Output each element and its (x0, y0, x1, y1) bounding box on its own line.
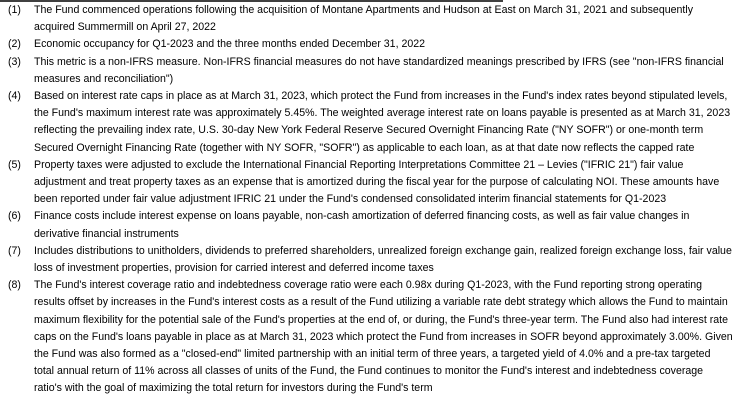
footnote-marker: (2) (8, 38, 21, 51)
footnote-text: Finance costs include interest expense on loans payable, non-cash amortization of deferred financing costs, as well as fair value changes in derivative financial instruments (34, 210, 690, 240)
footnote-marker: (7) (8, 244, 21, 257)
footnote-text: This metric is a non-IFRS measure. Non-IFRS financial measures do not have standardized meanings prescribed by IFRS (see "non-IFRS financial measures and reconciliation") (34, 55, 724, 85)
footnote-item (8, 157, 733, 209)
footnote-text: The Fund's interest coverage ratio and indebtedness coverage ratio were each 0.98x during Q1-2023, with the Fund reporting strong operating results offset by increases in the Fund's interest costs as a result of the Fund utilizing a variable rate debt strategy which allows the Fund to maintain maximum flexibility for the potential sale of the Fund's properties at the end of, or during, the Fund's three-year term. The Fund also had interest rate caps on the Fund's loans payable in place as at March 31, 2023 which protect the Fund from increases in SOFR beyond approximately 3.00%. Given the Fund was also formed as a "closed-end" limited partnership with an initial term of three years, a targeted yield of 4.0% and a pre-tax targeted total annual return of 11% across all classes of units of the Fund, the Fund continues to monitor the Fund's interest and indebtedness coverage ratio's with the goal of maximizing the total return for investors during the Fund's term (34, 279, 733, 395)
top-divider (0, 0, 503, 2)
footnote-text: Includes distributions to unitholders, dividends to preferred shareholders, unrealized foreign exchange gain, realized foreign exchange loss, fair value loss of investment properties, provision for carried interest and deferred income taxes (34, 244, 732, 275)
footnote-item (8, 88, 733, 157)
footnote-text: Property taxes were adjusted to exclude the International Financial Reporting Interpretations Committee 21 – Levies ("IFRIC 21") fair value adjustment and treat property taxes as an expense that is amortized during the fiscal year for the purpose of calculating NOI. These amounts have been reported under fair value adjustment IFRIC 21 under the Fund's condensed consolidated interim financial statements for Q1-2023 (34, 158, 720, 206)
footnote-item (8, 277, 733, 397)
footnote-marker: (4) (8, 90, 21, 103)
footnote-marker: (3) (8, 55, 21, 68)
footnote-item (8, 54, 733, 88)
footnote-marker: (8) (8, 279, 21, 292)
footnote-text: Economic occupancy for Q1-2023 and the three months ended December 31, 2022 (34, 38, 426, 51)
footnote-marker: (5) (8, 158, 21, 171)
footnote-text: Based on interest rate caps in place as at March 31, 2023, which protect the Fund from increases in the Fund's index rates beyond stipulated levels, the Fund's maximum interest rate was approximately 5.45%. The weighted average interest rate on loans payable is presented as at March 31, 2023 reflecting the prevailing index rate, U.S. 30-day New York Federal Reserve Secured Overnight Financing Rate ("NY SOFR") or one-month term Secured Overnight Financing Rate (together with NY SOFR, "SOFR") as applicable to each loan, as at that date now reflects the capped rate (34, 90, 731, 154)
footnote-text: The Fund commenced operations following the acquisition of Montane Apartments and Hudson at East on March 31, 2021 and subsequently acquired Summermill on April 27, 2022 (34, 4, 693, 34)
footnote-marker: (6) (8, 210, 21, 223)
footnote-marker: (1) (8, 4, 21, 16)
footnote-item (8, 208, 733, 242)
footnote-item (8, 2, 733, 36)
footnote-item (8, 243, 733, 277)
footnote-item (8, 36, 733, 53)
